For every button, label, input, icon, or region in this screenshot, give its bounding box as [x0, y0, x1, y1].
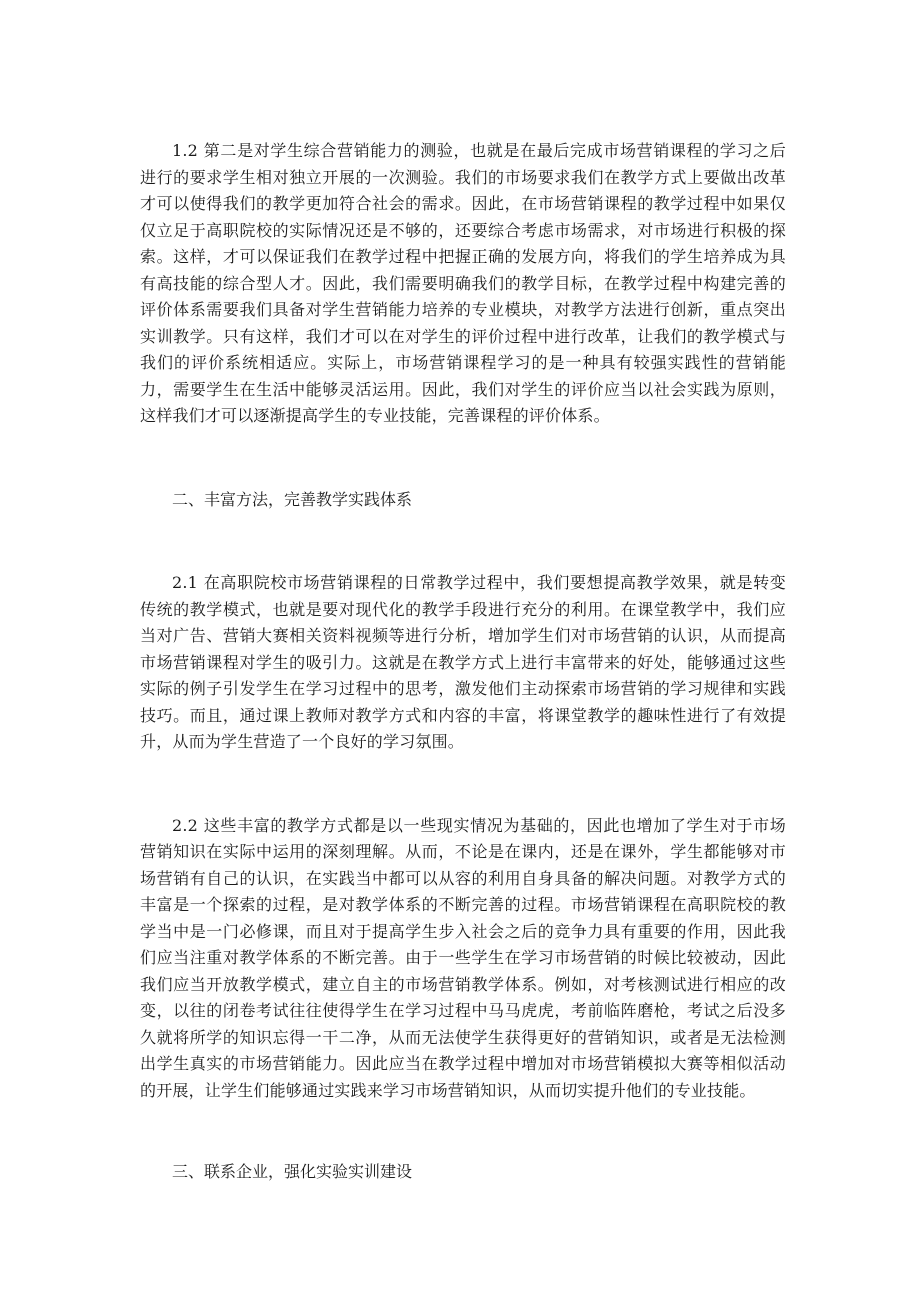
paragraph-2-1: 2.1 在高职院校市场营销课程的日常教学过程中，我们要想提高教学效果，就是转变传统的教学模式，也就是要对现代化的教学手段进行充分的利用。在课堂教学中，我们应当对广告、营销大赛相关资料视频等进行分析，增加学生们对市场营销的认识，从而提高市场营销课程对学生的吸引力。这就是在教学方式上进行丰富带来的好处，能够通过这些实际的例子引发学生在学习过程中的思考，激发他们主动探索市场营销的学习规律和实践技巧。而且，通过课上教师对教学方式和内容的丰富，将课堂教学的趣味性进行了有效提升，从而为学生营造了一个良好的学习氛围。 — [140, 573, 786, 751]
section-heading-3: 三、联系企业，强化实验实训建设 — [172, 1162, 413, 1181]
spacer — [140, 756, 786, 813]
spacer — [140, 1104, 786, 1159]
spacer — [140, 513, 786, 570]
paragraph-1-2: 1.2 第二是对学生综合营销能力的测验，也就是在最后完成市场营销课程的学习之后进行的要求学生相对独立开展的一次测验。我们的市场要求我们在教学方式上要做出改革才可以使得我们的教学更加符合社会的需求。因此，在市场营销课程的教学过程中如果仅仅立足于高职院校的实际情况还是不够的，还要综合考虑市场需求，对市场进行积极的探索。这样，才可以保证我们在教学过程中把握正确的发展方向，将我们的学生培养成为具有高技能的综合型人才。因此，我们需要明确我们的教学目标，在教学过程中构建完善的评价体系需要我们具备对学生营销能力培养的专业模块，对教学方法进行创新，重点突出实训教学。只有这样，我们才可以在对学生的评价过程中进行改革，让我们的教学模式与我们的评价系统相适应。实际上，市场营销课程学习的是一种具有较强实践性的营销能力，需要学生在生活中能够灵活运用。因此，我们对学生的评价应当以社会实践为原则，这样我们才可以逐渐提高学生的专业技能，完善课程的评价体系。 — [140, 141, 786, 425]
spacer — [140, 430, 786, 487]
section-heading-2: 二、丰富方法，完善教学实践体系 — [172, 489, 413, 509]
paragraph-2-2: 2.2 这些丰富的教学方式都是以一些现实情况为基础的，因此也增加了学生对于市场营销知识在实际中运用的深刻理解。从而，不论是在课内，还是在课外，学生都能够对市场营销有自己的认识，在实践当中都可以从容的利用自身具备的解决问题。对教学方式的丰富是一个探索的过程，是对教学体系的不断完善的过程。市场营销课程在高职院校的教学当中是一门必修课，而且对于提高学生步入社会之后的竞争力具有重要的作用，因此我们应当注重对教学体系的不断完善。由于一些学生在学习市场营销的时候比较被动，因此我们应当开放教学模式，建立自主的市场营销教学体系。例如，对考核测试进行相应的改变，以往的闭卷考试往往使得学生在学习过程中马马虎虎，考前临阵磨枪，考试之后没多久就将所学的知识忘得一干二净，从而无法使学生获得更好的营销知识，或者是无法检测出学生真实的市场营销能力。因此应当在教学过程中增加对市场营销模拟大赛等相似活动的开展，让学生们能够通过实践来学习市场营销知识，从而切实提升他们的专业技能。 — [140, 815, 786, 1100]
document-page — [140, 138, 786, 1186]
